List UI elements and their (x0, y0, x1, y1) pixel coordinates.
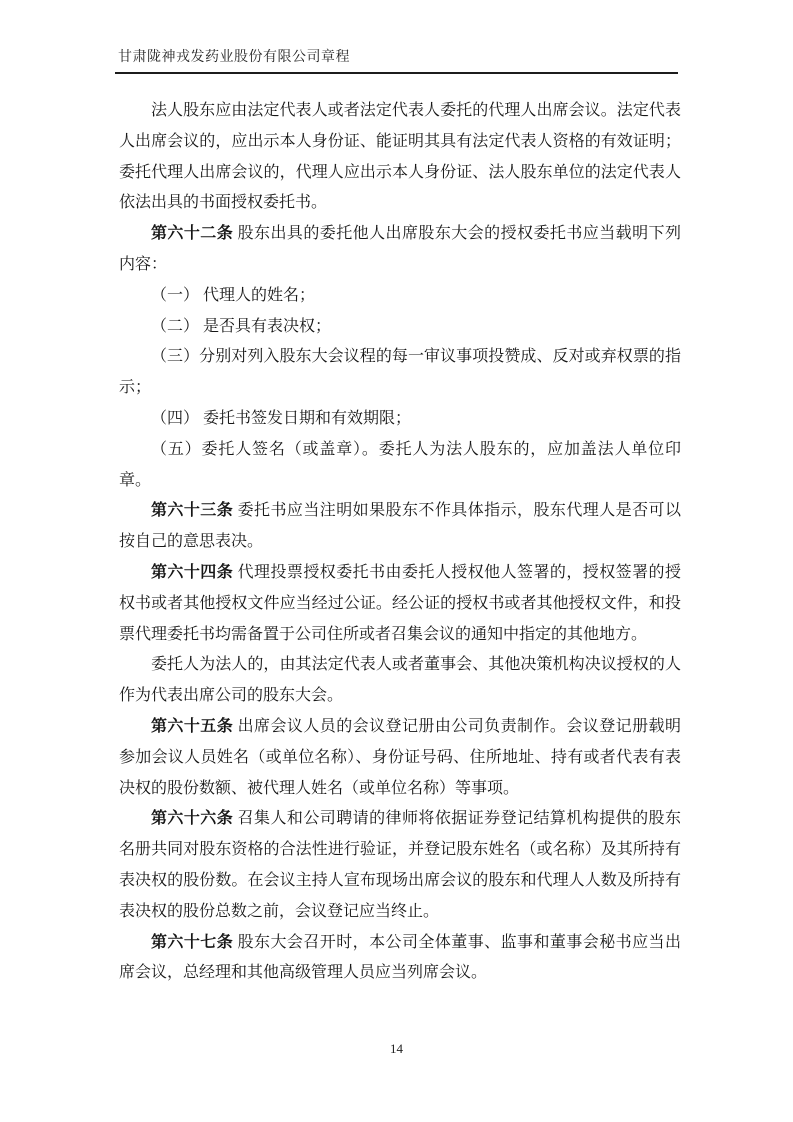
paragraph (119, 712, 681, 804)
article-term: 第六十二条 (151, 225, 234, 243)
paragraph (119, 404, 681, 435)
paragraph-text: （一） 代理人的姓名； (151, 286, 316, 304)
paragraph (119, 928, 681, 990)
paragraph-text: 出席会议人员的会议登记册由公司负责制作。会议登记册载明参加会议人员姓名（或单位名称）、身份证号码、住所地址、持有或者代表有表决权的股份数额、被代理人姓名（或单位名称）等事项。 (119, 717, 681, 797)
article-term: 第六十三条 (151, 502, 234, 520)
paragraph-text: 委托人为法人的，由其法定代表人或者董事会、其他决策机构决议授权的人作为代表出席公司的股东大会。 (119, 656, 681, 705)
paragraph-text: 股东出具的委托他人出席股东大会的授权委托书应当载明下列内容： (119, 225, 681, 273)
paragraph (119, 281, 681, 312)
paragraph-text: 委托书应当注明如果股东不作具体指示，股东代理人是否可以按自己的意思表决。 (119, 502, 681, 551)
article-term: 第六十四条 (151, 563, 234, 581)
paragraph-text: 召集人和公司聘请的律师将依据证券登记结算机构提供的股东名册共同对股东资格的合法性进行验证，并登记股东姓名（或名称）及其所持有表决权的股份数。在会议主持人宣布现场出席会议的股东和代理人人数及所持有表决权的股份总数之前，会议登记应当终止。 (119, 810, 681, 920)
article-term: 第六十六条 (151, 810, 234, 828)
paragraph-text: 法人股东应由法定代表人或者法定代表人委托的代理人出席会议。法定代表人出席会议的，应出示本人身份证、能证明其具有法定代表人资格的有效证明；委托代理人出席会议的，代理人应出示本人身份证、法人股东单位的法定代表人依法出具的书面授权委托书。 (119, 102, 681, 212)
paragraph-text: （五）委托人签名（或盖章）。委托人为法人股东的，应加盖法人单位印章。 (119, 440, 681, 489)
article-term: 第六十七条 (151, 933, 234, 951)
page-header (115, 48, 678, 74)
paragraph-text: 股东大会召开时，本公司全体董事、监事和董事会秘书应当出席会议，总经理和其他高级管理人员应当列席会议。 (119, 933, 681, 982)
paragraph-text: 代理投票授权委托书由委托人授权他人签署的，授权签署的授权书或者其他授权文件应当经过公证。经公证的授权书或者其他授权文件，和投票代理委托书均需备置于公司住所或者召集会议的通知中指定的其他地方。 (119, 563, 681, 643)
paragraph (119, 219, 681, 281)
paragraph (119, 496, 681, 558)
page-number: 14 (390, 1041, 403, 1056)
paragraph (119, 435, 681, 497)
paragraph (119, 342, 681, 404)
paragraph-text: （四） 委托书签发日期和有效期限； (151, 409, 412, 427)
page-footer (0, 1041, 793, 1057)
paragraph (119, 96, 681, 219)
paragraph-text: （三）分别对列入股东大会议程的每一审议事项投赞成、反对或弃权票的指示； (119, 348, 681, 397)
paragraph (119, 558, 681, 650)
document-body (119, 96, 681, 989)
paragraph-text: （二） 是否具有表决权； (151, 317, 332, 335)
paragraph (119, 804, 681, 927)
article-term: 第六十五条 (151, 717, 234, 735)
paragraph (119, 650, 681, 712)
paragraph (119, 312, 681, 343)
header-title: 甘肃陇神戎发药业股份有限公司章程 (118, 50, 350, 65)
